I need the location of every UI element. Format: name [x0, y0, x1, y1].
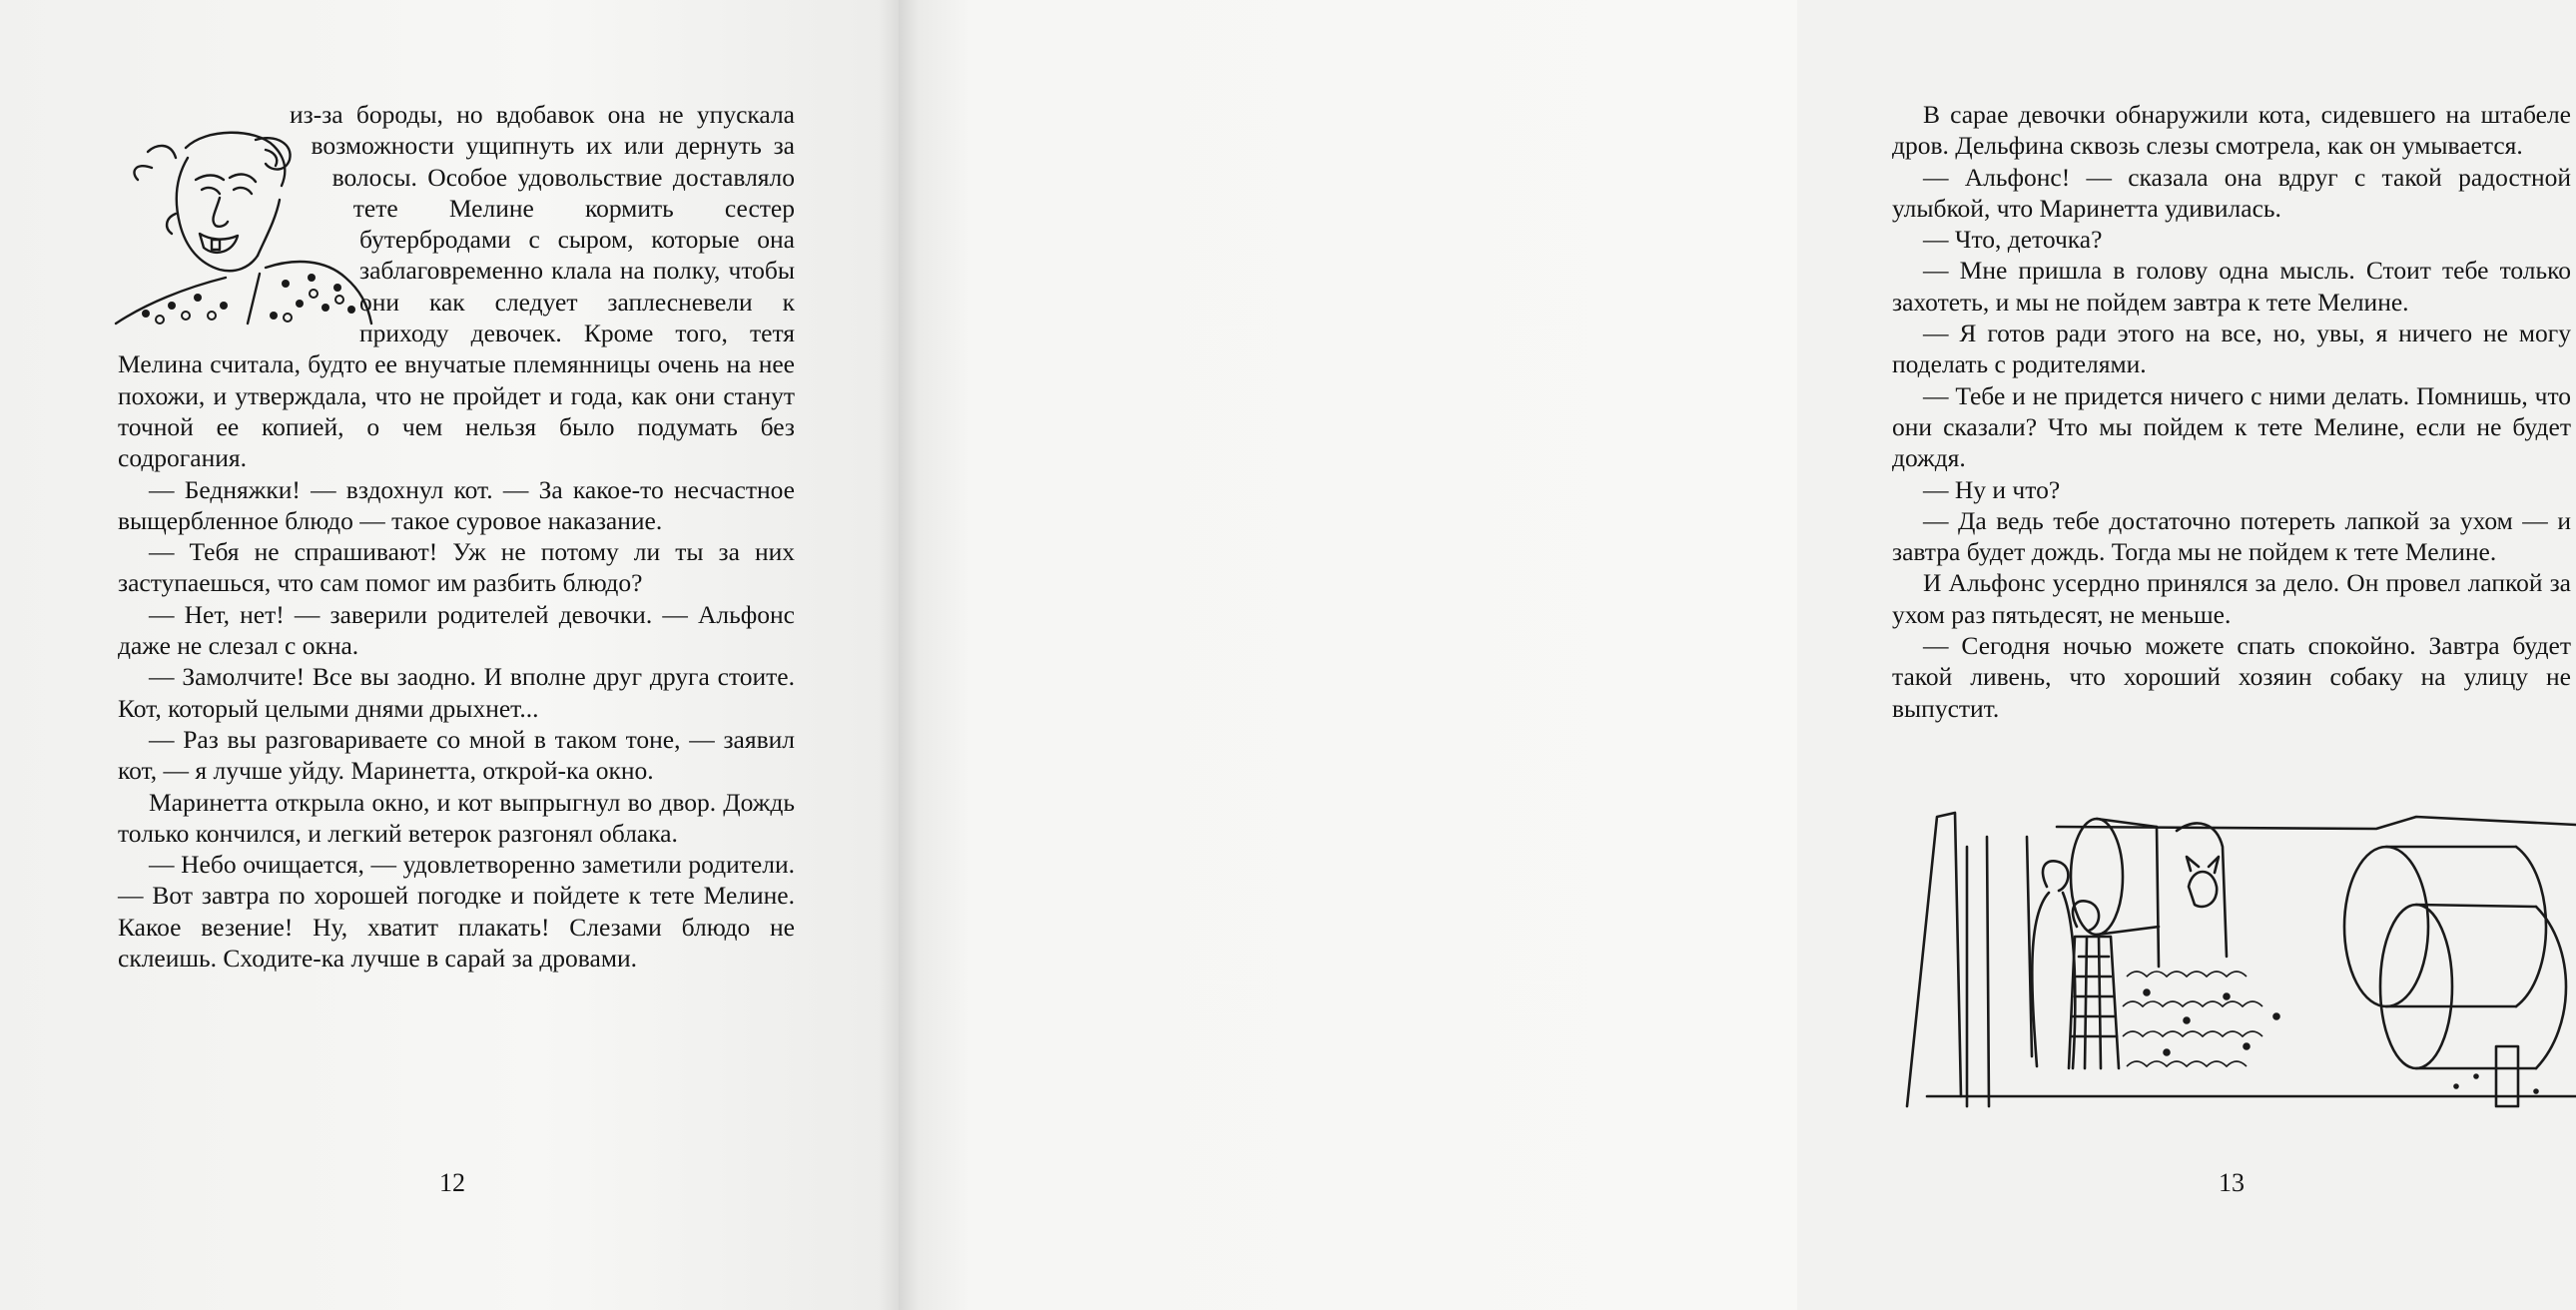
paragraph: — Бедняжки! — вздохнул кот. — За какое-то несчастное выщербленное блюдо — такое суровое наказание.	[118, 474, 795, 535]
left-page	[0, 0, 899, 1310]
paragraph: И Альфонс усердно принялся за дело. Он провел лапкой за ухом раз пятьдесят, не меньше.	[1892, 568, 2571, 629]
paragraph: — Сегодня ночью можете спать спокойно. Завтра будет такой ливень, что хороший хозяин собаку на улицу не выпустит.	[1892, 631, 2571, 723]
paragraph: — Тебя не спрашивают! Уж не потому ли ты за них заступаешься, что сам помог им разбить блюдо?	[118, 537, 795, 598]
page-number: 12	[439, 1168, 465, 1197]
book-gutter	[879, 0, 919, 1310]
paragraph: — Нет, нет! — заверили родителей девочки. — Альфонс даже не слезал с окна.	[118, 599, 795, 661]
paragraph: — Я готов ради этого на все, но, увы, я ничего не могу поделать с родителями.	[1892, 319, 2571, 379]
right-page	[899, 0, 2571, 1310]
paragraph: — Ну и что?	[1923, 474, 2061, 504]
paragraph: — Замолчите! Все вы заодно. И вполне друг друга стоите. Кот, который целыми днями дрыхнет...	[118, 662, 795, 723]
right-page-text	[1892, 99, 2571, 724]
paragraph: — Тебе и не придется ничего с ними делать. Помнишь, что они сказали? Что мы пойдем к тете Мелине, если не будет дождя.	[1892, 380, 2571, 473]
paragraph: — Альфонс! — сказала она вдруг с такой радостной улыбкой, что Маринетта удивилась.	[1892, 162, 2571, 223]
paragraph: — Раз вы разговариваете со мной в таком тоне, — заявил кот, — я лучше уйду. Маринетта, открой-ка окно.	[118, 724, 795, 786]
page-number: 13	[2219, 1168, 2245, 1197]
left-page-text	[118, 99, 795, 974]
paragraph: — Да ведь тебе достаточно потереть лапкой за ухом — и завтра будет дождь. Тогда мы не пойдем к тете Мелине.	[1892, 505, 2571, 567]
paragraph: Маринетта открыла окно, и кот выпрыгнул во двор. Дождь только кончился, и легкий ветерок разгонял облака.	[118, 787, 795, 848]
barn-illustration	[1897, 807, 2576, 1126]
paragraph: из-за бороды, но вдобавок она не упускала возможности ущипнуть их или дернуть за волосы. Особое удовольствие доставляло тете Мелине кормить сестер бутербродами с сыром, которые она заблаговременно клала на полку, чтобы они как следует заплесневели к приходу девочек. Кроме того, тетя Мелина считала, будто ее внучатые племянницы очень на нее похожи, и утверждала, что не пройдет и года, как они станут точной ее копией, о чем нельзя было подумать без содрогания.	[118, 100, 795, 473]
paragraph: — Мне пришла в голову одна мысль. Стоит тебе только захотеть, и мы не пойдем завтра к тете Мелине.	[1892, 256, 2571, 317]
paragraph: В сарае девочки обнаружили кота, сидевшего на штабеле дров. Дельфина сквозь слезы смотрела, как он умывается.	[1892, 100, 2571, 161]
paragraph: — Небо очищается, — удовлетворенно заметили родители. — Вот завтра по хорошей погодке и пойдете к тете Мелине. Какое везение! Ну, хватит плакать! Слезами блюдо не склеишь. Сходите-ка лучше в сарай за дровами.	[118, 850, 795, 974]
paragraph: — Что, деточка?	[1923, 225, 2103, 255]
